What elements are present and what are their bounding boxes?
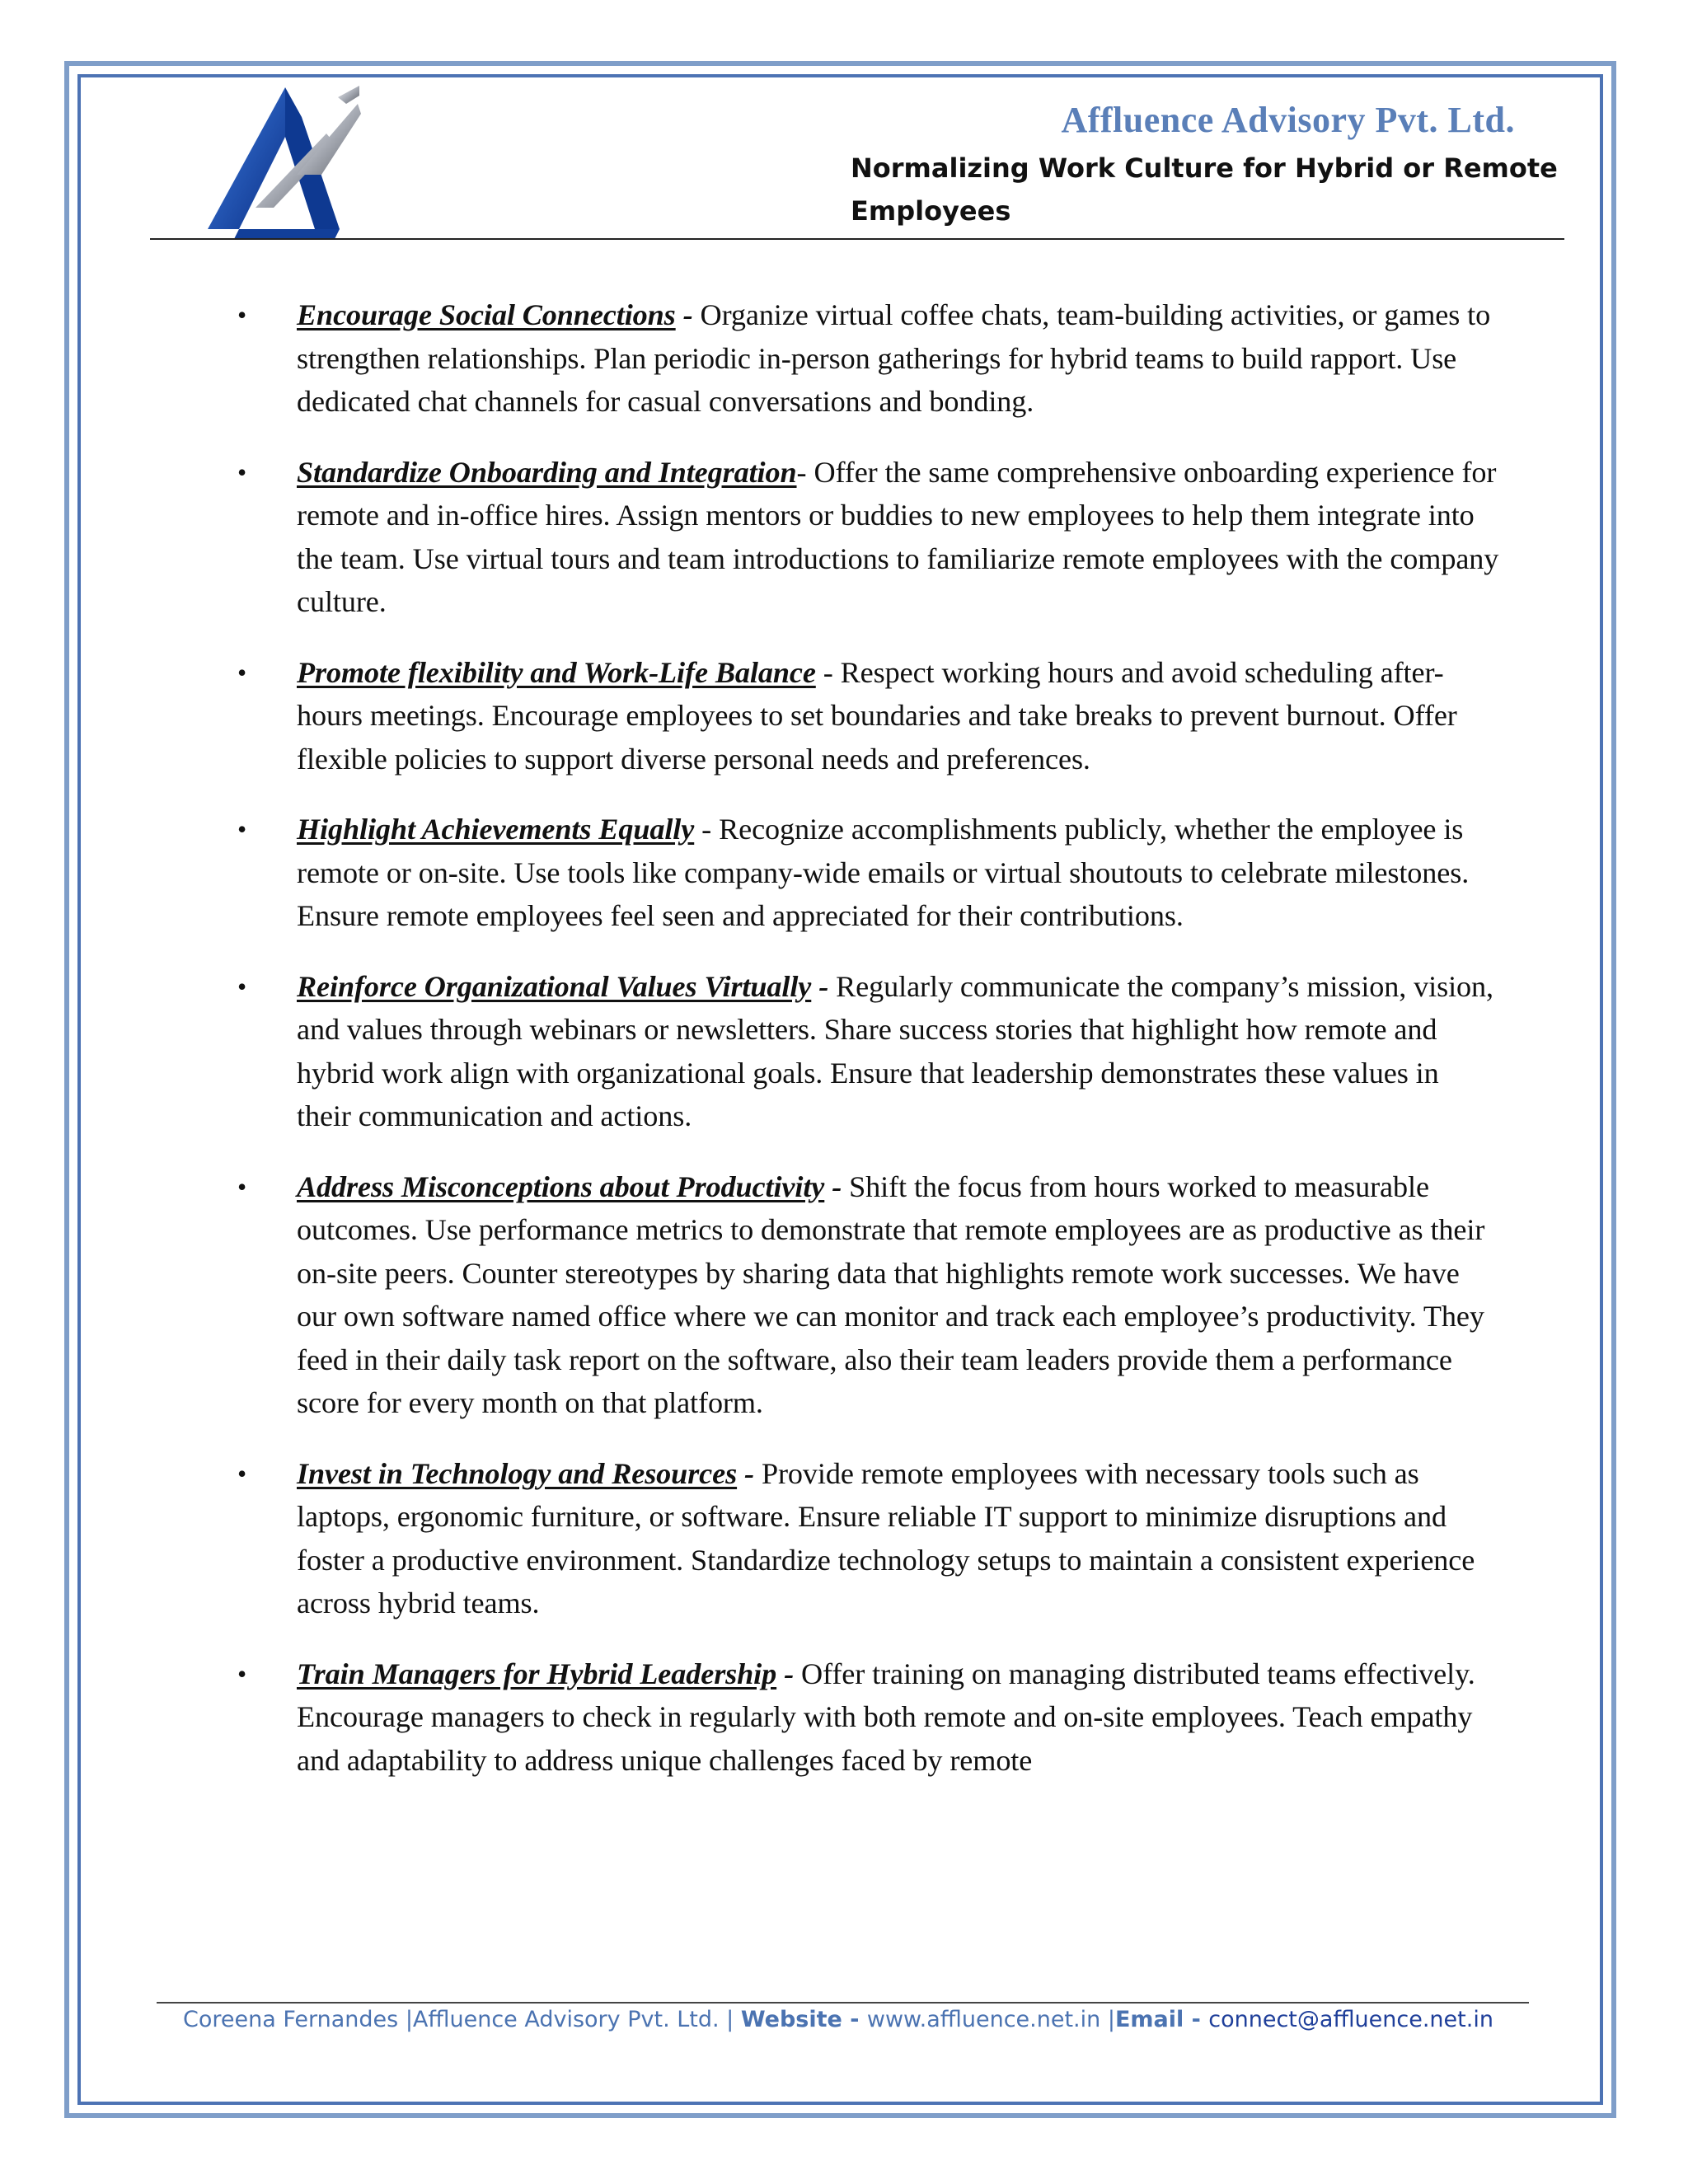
item-text: Offer training on managing distributed teams effectively. Encourage managers to check in regularly with both remote and on-site employees. Teach empathy and adaptability to address unique challenges faced by remote (297, 1657, 1475, 1777)
item-text: Shift the focus from hours worked to measurable outcomes. Use performance metrics to demonstrate that remote employees are as productive as their on-site peers. Counter stereotypes by sharing data that highlights remote work successes. We have our own software named office where we can monitor and track each employee’s productivity. They feed in their daily task report on the software, also their team leaders provide them a performance score for every month on that platform. (297, 1169, 1485, 1419)
bullet-icon: • (237, 1658, 247, 1689)
footer-email-link[interactable]: connect@affluence.net.in (1208, 2007, 1493, 2032)
company-name: Affluence Advisory Pvt. Ltd. (1061, 100, 1515, 140)
item-heading: Promote flexibility and Work-Life Balance (297, 655, 816, 689)
content-list (231, 293, 1500, 1809)
item-separator: - (694, 813, 720, 846)
item-text: Organize virtual coffee chats, team-building activities, or games to strengthen relationships. Plan periodic in-person gatherings for hybrid teams to build rapport. Use dedicated chat channels for casual conversations and bonding. (297, 298, 1491, 418)
item-separator: - (776, 1657, 801, 1690)
list-item (231, 1652, 1500, 1783)
bullet-icon: • (237, 457, 247, 487)
footer-website-link[interactable]: www.affluence.net.in (866, 2007, 1108, 2032)
item-heading: Address Misconceptions about Productivity (297, 1169, 825, 1203)
affluence-a-logo-icon (198, 84, 363, 241)
footer-email-separator: | (1107, 2007, 1115, 2032)
bullet-icon: • (237, 814, 247, 844)
item-separator: - (815, 655, 841, 689)
list-item (231, 1165, 1500, 1425)
bullet-icon: • (237, 1171, 247, 1202)
document-title: Normalizing Work Culture for Hybrid or Remote Employees (851, 152, 1558, 227)
footer-divider (157, 2002, 1529, 2004)
footer-email-label: Email - (1114, 2007, 1209, 2032)
item-text: Provide remote employees with necessary tools such as laptops, ergonomic furniture, or software. Ensure reliable IT support to minimize disruptions and foster a productive environment. Standardize technology setups to maintain a consistent experience across hybrid teams. (297, 1456, 1475, 1619)
item-text: Regularly communicate the company’s mission, vision, and values through webinars or newsletters. Share success stories that highlight how remote and hybrid work align with organizational goals. Ensure that leadership demonstrates these values in their communication and actions. (297, 969, 1493, 1132)
footer-author: Coreena Fernandes (183, 2007, 406, 2032)
item-separator: - (675, 298, 701, 331)
bullet-icon: • (237, 971, 247, 1001)
list-item (231, 1452, 1500, 1625)
item-heading: Invest in Technology and Resources (297, 1456, 738, 1490)
item-text: Offer the same comprehensive onboarding experience for remote and in-office hires. Assign mentors or buddies to new employees to help them integrate into the team. Use virtual tours and team introductions to familiarize remote employees with the company culture. (297, 455, 1499, 618)
bullet-icon: • (237, 657, 247, 687)
item-heading: Encourage Social Connections (297, 298, 676, 331)
list-item (231, 808, 1500, 938)
footer-company: |Affluence Advisory Pvt. Ltd. | (405, 2007, 741, 2032)
item-heading: Reinforce Organizational Values Virtually (297, 969, 812, 1003)
item-text: Respect working hours and avoid scheduling after-hours meetings. Encourage employees to set boundaries and take breaks to prevent burnout. Offer flexible policies to support diverse personal needs and preferences. (297, 655, 1457, 776)
item-separator: - (824, 1169, 850, 1203)
list-item (231, 965, 1500, 1138)
header-divider (150, 238, 1564, 240)
item-heading: Highlight Achievements Equally (297, 813, 695, 846)
item-heading: Train Managers for Hybrid Leadership (297, 1657, 777, 1690)
bullet-icon: • (237, 300, 247, 330)
bullet-icon: • (237, 1458, 247, 1488)
footer (183, 2007, 1493, 2032)
list-item (231, 651, 1500, 781)
item-text: Recognize accomplishments publicly, whether the employee is remote or on-site. Use tools like company-wide emails or virtual shoutouts to celebrate milestones. Ensure remote employees feel seen and appreciated for their contributions. (297, 813, 1470, 932)
footer-website-label: Website - (740, 2007, 867, 2032)
item-separator: - (737, 1456, 762, 1490)
list-item (231, 293, 1500, 424)
item-heading: Standardize Onboarding and Integration (297, 455, 797, 489)
item-separator: - (796, 455, 814, 489)
item-separator: - (811, 969, 837, 1003)
list-item (231, 451, 1500, 624)
